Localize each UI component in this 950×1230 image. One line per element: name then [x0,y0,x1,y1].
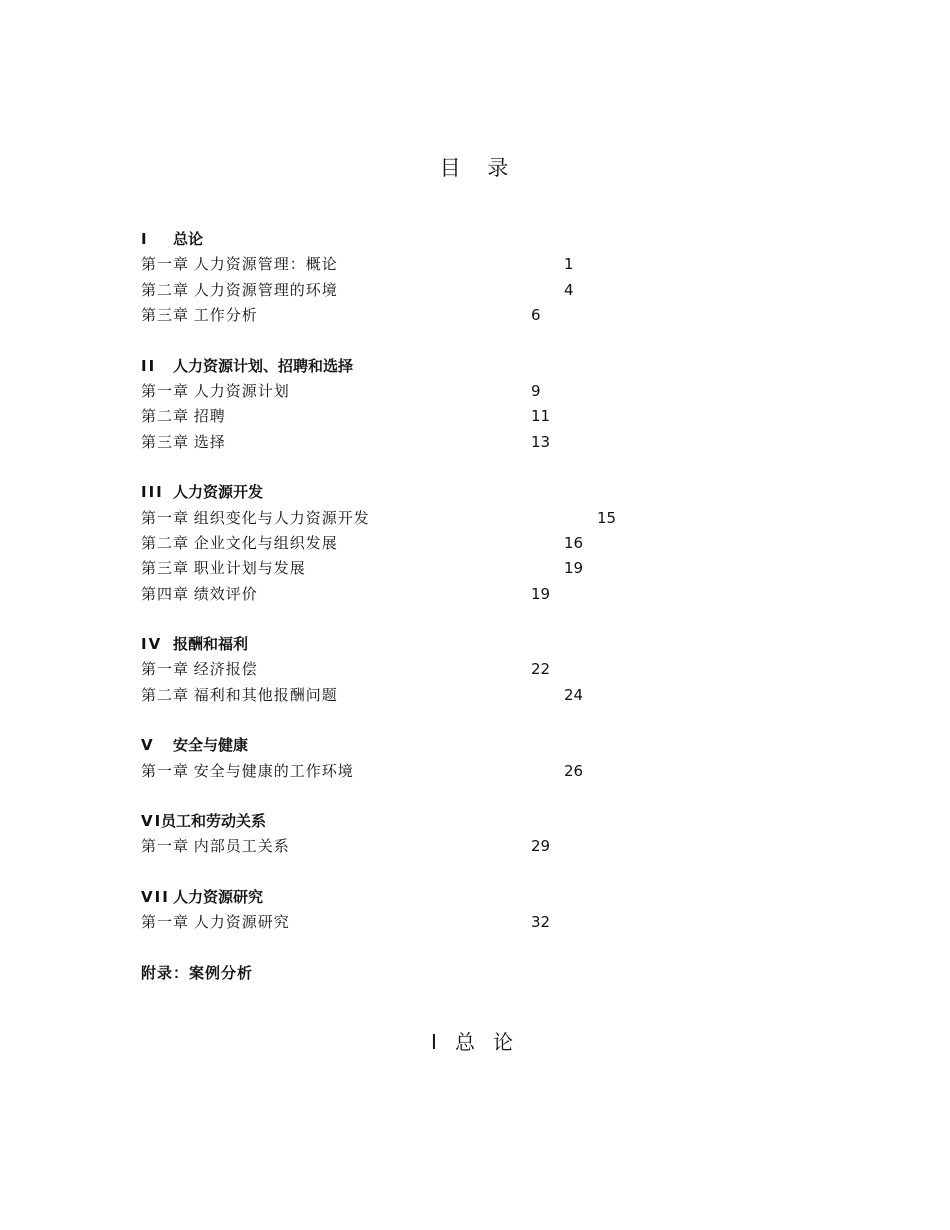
chapter-number: 第一章 [141,913,190,932]
toc-section-6 [141,809,801,860]
page-number: 9 [531,381,541,400]
toc-entry[interactable] [141,556,801,581]
toc-section-1 [141,227,801,329]
toc-entry[interactable] [141,910,801,935]
section-number: VI [141,812,163,831]
page-number: 32 [531,913,551,932]
toc-section-5 [141,733,801,784]
section-number: IV [141,635,163,654]
chapter-title: 职业计划与发展 [193,559,306,578]
page-number: 4 [564,280,574,299]
appendix-heading[interactable]: 附录：案例分析 [141,963,254,982]
toc-entry[interactable] [141,683,801,708]
chapter-title: 福利和其他报酬问题 [193,685,338,704]
section-heading [141,480,801,505]
toc-section-2 [141,354,801,456]
toc-entry[interactable] [141,278,801,303]
part-number: I [431,1030,443,1054]
chapter-title: 人力资源管理：概论 [193,255,338,274]
chapter-title: 企业文化与组织发展 [193,533,338,552]
page-number: 13 [531,432,551,451]
section-number: I [141,230,149,248]
chapter-number: 第一章 [141,660,190,679]
toc-entry[interactable] [141,303,801,328]
section-title: 人力资源研究 [173,887,264,906]
chapter-title: 安全与健康的工作环境 [193,761,354,780]
page-number: 26 [564,761,584,780]
toc-entry[interactable] [141,379,801,404]
page-number: 29 [531,837,551,856]
section-heading [141,733,801,758]
page-number: 15 [597,508,617,527]
page-number: 11 [531,407,551,426]
section-number: VII [141,887,170,906]
chapter-number: 第二章 [141,280,190,299]
chapter-title: 人力资源管理的环境 [193,280,338,299]
section-title: 报酬和福利 [173,635,249,654]
chapter-number: 第三章 [141,306,190,325]
toc-section-4 [141,632,801,708]
chapter-number: 第一章 [141,761,190,780]
page-number: 22 [531,660,551,679]
section-number: II [141,356,157,375]
chapter-title: 人力资源计划 [193,381,290,400]
toc-entry[interactable] [141,506,801,531]
chapter-title: 招聘 [193,407,226,426]
chapter-title: 内部员工关系 [193,837,290,856]
chapter-title: 工作分析 [193,306,258,325]
chapter-title: 人力资源研究 [193,913,290,932]
toc-entry[interactable] [141,834,801,859]
chapter-number: 第二章 [141,685,190,704]
toc-entry[interactable] [141,531,801,556]
chapter-number: 第一章 [141,837,190,856]
chapter-number: 第二章 [141,407,190,426]
toc-entry[interactable] [141,404,801,429]
section-title: 人力资源计划、招聘和选择 [173,356,354,375]
chapter-number: 第三章 [141,432,190,451]
section-title: 安全与健康 [173,736,249,755]
section-heading [141,809,801,834]
chapter-number: 第二章 [141,533,190,552]
chapter-number: 第四章 [141,584,190,603]
toc-title: 目 录 [439,156,519,180]
chapter-number: 第一章 [141,381,190,400]
table-of-contents [141,227,801,986]
chapter-number: 第一章 [141,255,190,274]
page-number: 24 [564,685,584,704]
chapter-number: 第一章 [141,508,190,527]
page-number: 16 [564,533,584,552]
chapter-title: 组织变化与人力资源开发 [193,508,370,527]
toc-entry[interactable] [141,582,801,607]
page-number: 6 [531,306,541,325]
section-number: V [141,736,155,755]
chapter-number: 第三章 [141,559,190,578]
section-title: 人力资源开发 [173,483,264,502]
part-title [0,1026,950,1055]
toc-entry[interactable] [141,759,801,784]
part-title-char-1: 总 [454,1030,481,1054]
toc-entry[interactable] [141,252,801,277]
section-heading [141,354,801,379]
part-title-char-2: 论 [492,1030,519,1054]
chapter-title: 选择 [193,432,226,451]
chapter-title: 经济报偿 [193,660,258,679]
toc-entry[interactable] [141,657,801,682]
section-heading [141,632,801,657]
section-heading [141,227,801,252]
section-title: 总论 [173,230,204,248]
section-heading [141,885,801,910]
chapter-title: 绩效评价 [193,584,258,603]
page-number: 19 [564,559,584,578]
toc-entry[interactable] [141,430,801,455]
section-number: III [141,483,164,502]
page-number: 19 [531,584,551,603]
page-number: 1 [564,255,574,274]
section-title: 员工和劳动关系 [161,812,267,831]
toc-section-3 [141,480,801,607]
toc-section-7 [141,885,801,936]
